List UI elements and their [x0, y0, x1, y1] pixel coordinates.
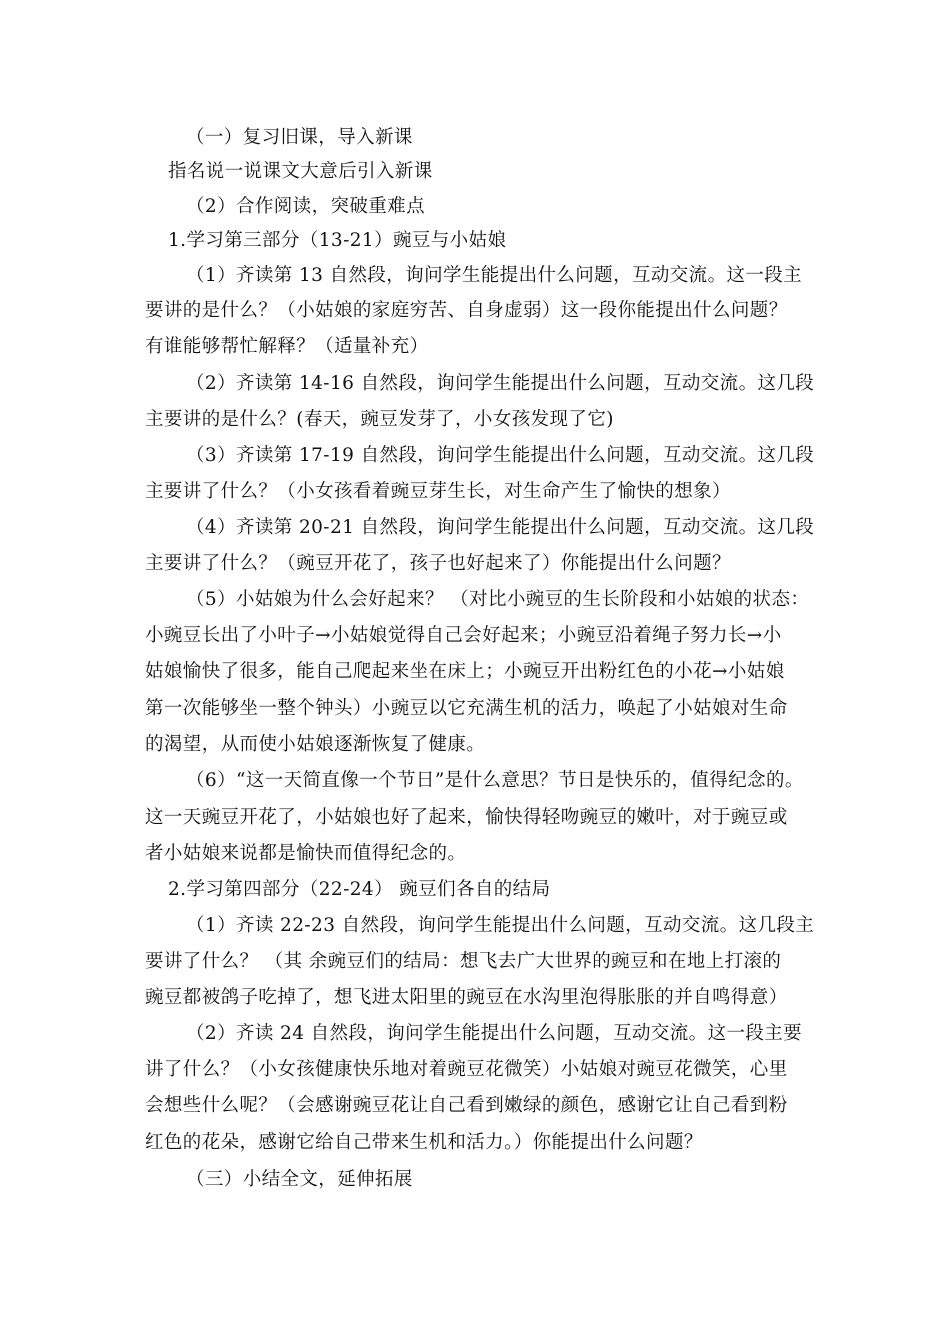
paragraph-line: （4）齐读第 20-21 自然段，询问学生能提出什么问题，互动交流。这几段 [186, 517, 815, 538]
paragraph-line: （6）“这一天简直像一个节日”是什么意思？节日是快乐的，值得纪念的。 [186, 770, 804, 791]
paragraph-line: （2）齐读第 14-16 自然段，询问学生能提出什么问题，互动交流。这几段 [186, 373, 815, 394]
paragraph-line: 这一天豌豆开花了，小姑娘也好了起来，愉快得轻吻豌豆的嫩叶，对于豌豆或 [145, 807, 788, 828]
paragraph-line: 要讲了什么？ （其 余豌豆们的结局：想飞去广大世界的豌豆和在地上打滚的 [145, 951, 782, 972]
paragraph-line: （1）齐读 22-23 自然段，询问学生能提出什么问题，互动交流。这几段主 [186, 915, 815, 936]
paragraph-line: （2）齐读 24 自然段，询问学生能提出什么问题，互动交流。这一段主要 [186, 1023, 803, 1044]
paragraph-line: 豌豆都被鸽子吃掉了，想飞进太阳里的豌豆在水沟里泡得胀胀的并自鸣得意） [145, 987, 788, 1008]
paragraph-line: 有谁能够帮忙解释？（适量补充） [145, 336, 429, 357]
section-heading-summary: （三）小结全文，延伸拓展 [186, 1169, 413, 1190]
paragraph-line: 第一次能够坐一整个钟头）小豌豆以它充满生机的活力，唤起了小姑娘对生命 [145, 698, 788, 719]
subsection-heading-part-four: 2.学习第四部分（22-24） 豌豆们各自的结局 [168, 879, 551, 900]
paragraph-line: 指名说一说课文大意后引入新课 [168, 161, 433, 182]
paragraph-line: 主要讲了什么？（豌豆开花了，孩子也好起来了）你能提出什么问题？ [145, 553, 731, 574]
paragraph-line: 者小姑娘来说都是愉快而值得纪念的。 [145, 843, 467, 864]
paragraph-line: 的渴望，从而使小姑娘逐渐恢复了健康。 [145, 734, 486, 755]
paragraph-line: 姑娘愉快了很多，能自己爬起来坐在床上；小豌豆开出粉红色的小花→小姑娘 [145, 661, 785, 682]
paragraph-line: 讲了什么？（小女孩健康快乐地对着豌豆花微笑）小姑娘对豌豆花微笑，心里 [145, 1059, 788, 1080]
section-heading-review: （一）复习旧课，导入新课 [186, 127, 413, 148]
paragraph-line: 小豌豆长出了小叶子→小姑娘觉得自己会好起来；小豌豆沿着绳子努力长→小 [145, 625, 782, 646]
subsection-heading-part-three: 1.学习第三部分（13-21）豌豆与小姑娘 [168, 230, 507, 251]
paragraph-line: 红色的花朵，感谢它给自己带来生机和活力。）你能提出什么问题？ [145, 1132, 703, 1153]
paragraph-line: 会想些什么呢？（会感谢豌豆花让自己看到嫩绿的颜色，感谢它让自己看到粉 [145, 1095, 788, 1116]
paragraph-line: （1）齐读第 13 自然段，询问学生能提出什么问题，互动交流。这一段主 [186, 265, 803, 286]
paragraph-line: 主要讲了什么？（小女孩看着豌豆芽生长，对生命产生了愉快的想象） [145, 481, 731, 502]
paragraph-line: （5）小姑娘为什么会好起来？ （对比小豌豆的生长阶段和小姑娘的状态： [186, 589, 810, 610]
section-heading-cooperative-reading: （2）合作阅读，突破重难点 [186, 196, 425, 217]
paragraph-line: 要讲的是什么？（小姑娘的家庭穷苦、自身虚弱）这一段你能提出什么问题？ [145, 300, 788, 321]
paragraph-line: （3）齐读第 17-19 自然段，询问学生能提出什么问题，互动交流。这几段 [186, 445, 815, 466]
paragraph-line: 主要讲的是什么？(春天，豌豆发芽了，小女孩发现了它) [145, 409, 614, 430]
